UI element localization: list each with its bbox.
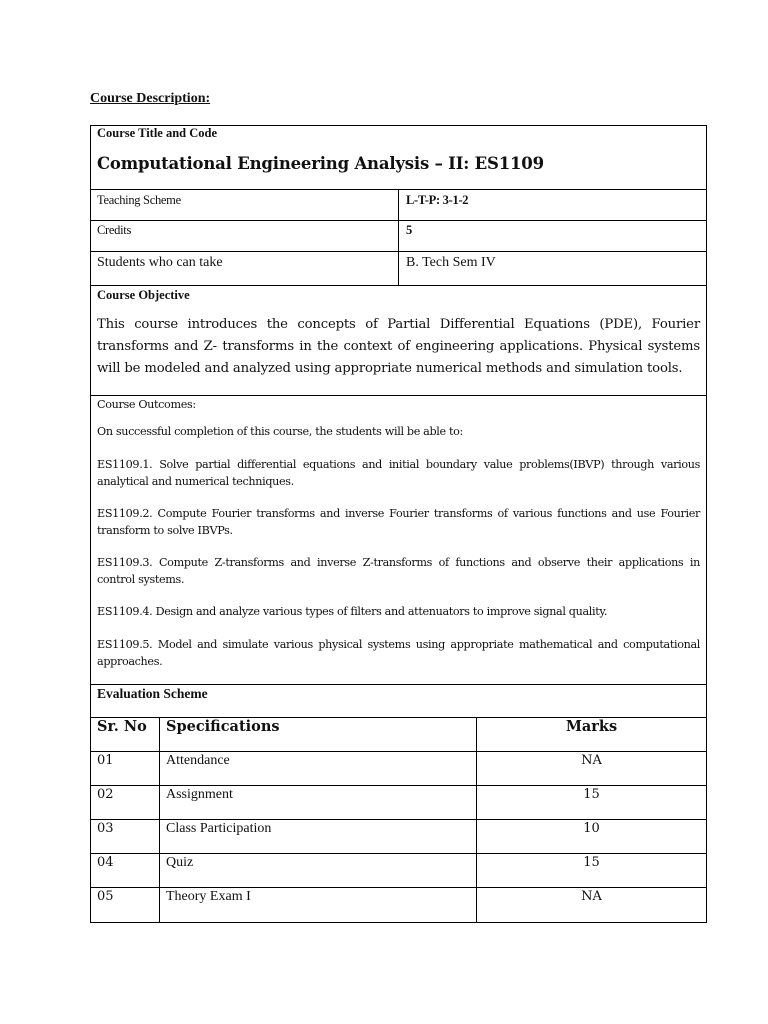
course-outcomes-intro: On successful completion of this course, the students will be able to:: [97, 425, 463, 438]
marks-cell: 10: [583, 821, 600, 836]
specification-cell: Class Participation: [166, 821, 272, 836]
sr-no-cell: 01: [91, 752, 160, 785]
sr-no-cell: 03: [91, 820, 160, 853]
students-row: [91, 252, 706, 286]
course-outcomes-row: [91, 396, 706, 685]
credits-label: Credits: [97, 223, 132, 237]
course-title-value: Computational Engineering Analysis – II: ES1109: [97, 154, 544, 173]
students-value: B. Tech Sem IV: [406, 255, 496, 270]
evaluation-scheme-label: Evaluation Scheme: [97, 686, 208, 701]
specification-cell: Quiz: [166, 855, 194, 870]
teaching-scheme-label: Teaching Scheme: [97, 193, 181, 207]
outcome-item-5: ES1109.5. Model and simulate various physical systems using appropriate mathematical and computational approaches.: [97, 638, 700, 668]
table-row: [91, 888, 706, 922]
course-title-row: [91, 126, 706, 190]
table-row: [91, 854, 706, 888]
specification-cell: Assignment: [166, 787, 233, 802]
course-description-table: [90, 125, 707, 923]
header-marks: Marks: [565, 718, 618, 735]
marks-cell: NA: [581, 889, 602, 904]
specification-cell: Attendance: [166, 753, 230, 768]
outcome-item-1: ES1109.1. Solve partial differential equations and initial boundary value problems(IBVP) through various analytical and numerical techniques.: [97, 458, 700, 488]
teaching-scheme-value: L-T-P: 3-1-2: [406, 193, 469, 207]
course-title-label: Course Title and Code: [97, 126, 218, 140]
course-outcomes-label: Course Outcomes:: [97, 398, 196, 411]
sr-no-cell: 04: [91, 854, 160, 887]
page-title: Course Description:: [90, 91, 211, 106]
course-objective-label: Course Objective: [97, 288, 190, 302]
sr-no-cell: 05: [91, 888, 160, 922]
course-objective-row: [91, 286, 706, 396]
credits-value: 5: [406, 223, 412, 237]
outcome-item-2: ES1109.2. Compute Fourier transforms and inverse Fourier transforms of various functions and use Fourier transform to solve IBVPs.: [97, 507, 700, 537]
table-row: [91, 752, 706, 786]
teaching-scheme-row: [91, 190, 706, 221]
header-specifications: Specifications: [160, 718, 477, 751]
marks-cell: NA: [581, 753, 602, 768]
credits-row: [91, 221, 706, 252]
marks-cell: 15: [583, 787, 600, 802]
sr-no-cell: 02: [91, 786, 160, 819]
evaluation-scheme-row: [91, 685, 706, 718]
header-sr-no: Sr. No: [91, 718, 160, 751]
outcome-item-3: ES1109.3. Compute Z-transforms and inverse Z-transforms of functions and observe their applications in control systems.: [97, 556, 700, 586]
course-objective-text: This course introduces the concepts of Partial Differential Equations (PDE), Fourier transforms and Z- transforms in the context of engineering applications. Physical systems will be modeled and analyzed using appropriate numerical methods and simulation tools.: [97, 317, 700, 376]
students-label: Students who can take: [97, 255, 223, 270]
outcome-item-4: ES1109.4. Design and analyze various types of filters and attenuators to improve signal quality.: [97, 605, 608, 618]
specification-cell: Theory Exam I: [166, 889, 251, 904]
evaluation-header-row: [91, 718, 706, 752]
marks-cell: 15: [583, 855, 600, 870]
table-row: [91, 820, 706, 854]
table-row: [91, 786, 706, 820]
